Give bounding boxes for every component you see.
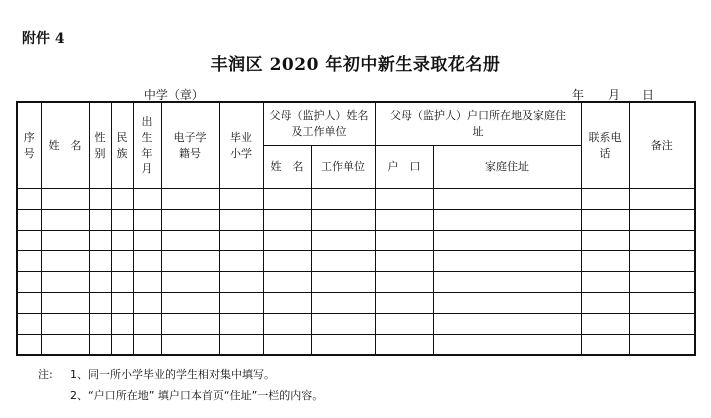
table-cell[interactable] xyxy=(41,313,89,334)
table-cell[interactable] xyxy=(133,209,161,230)
table-cell[interactable] xyxy=(133,292,161,313)
table-cell[interactable] xyxy=(311,334,375,355)
table-cell[interactable] xyxy=(111,251,133,272)
table-cell[interactable] xyxy=(111,230,133,251)
table-cell[interactable] xyxy=(581,334,629,355)
table-row xyxy=(17,292,695,313)
header-student-id: 电子学 籍号 xyxy=(161,102,219,189)
table-cell[interactable] xyxy=(111,189,133,210)
table-cell[interactable] xyxy=(111,209,133,230)
table-cell[interactable] xyxy=(161,251,219,272)
table-row xyxy=(17,230,695,251)
table-cell[interactable] xyxy=(375,272,433,293)
table-cell[interactable] xyxy=(17,313,41,334)
table-cell[interactable] xyxy=(581,209,629,230)
day-label: 日 xyxy=(642,88,655,102)
header-seq: 序 号 xyxy=(17,102,41,189)
table-cell[interactable] xyxy=(17,209,41,230)
table-cell[interactable] xyxy=(133,313,161,334)
table-cell[interactable] xyxy=(219,334,263,355)
table-cell[interactable] xyxy=(219,209,263,230)
attachment-label: 附件 4 xyxy=(22,31,65,47)
table-row xyxy=(17,334,695,355)
table-cell[interactable] xyxy=(311,292,375,313)
header-household-group: 父母（监护人）户口所在地及家庭住 址 xyxy=(375,102,581,146)
table-cell[interactable] xyxy=(41,209,89,230)
table-cell[interactable] xyxy=(89,251,111,272)
table-row xyxy=(17,189,695,210)
school-suffix: 中学（章） xyxy=(143,88,204,102)
table-cell[interactable] xyxy=(219,272,263,293)
table-cell[interactable] xyxy=(89,292,111,313)
table-row xyxy=(17,272,695,293)
header-primary-school: 毕业 小学 xyxy=(219,102,263,189)
table-cell[interactable] xyxy=(263,313,311,334)
table-cell[interactable] xyxy=(219,230,263,251)
table-cell[interactable] xyxy=(629,272,695,293)
header-phone: 联系电 话 xyxy=(581,102,629,189)
table-row xyxy=(17,251,695,272)
table-cell[interactable] xyxy=(375,209,433,230)
table-cell[interactable] xyxy=(629,230,695,251)
table-cell[interactable] xyxy=(89,189,111,210)
table-cell[interactable] xyxy=(263,334,311,355)
table-cell[interactable] xyxy=(89,313,111,334)
table-cell[interactable] xyxy=(133,230,161,251)
table-cell[interactable] xyxy=(581,272,629,293)
table-cell[interactable] xyxy=(629,292,695,313)
table-cell[interactable] xyxy=(133,251,161,272)
table-cell[interactable] xyxy=(89,334,111,355)
table-cell[interactable] xyxy=(17,334,41,355)
note-item-1: 1、同一所小学毕业的学生相对集中填写。 xyxy=(70,368,275,381)
table-cell[interactable] xyxy=(581,230,629,251)
table-cell[interactable] xyxy=(263,292,311,313)
table-cell[interactable] xyxy=(161,334,219,355)
header-ethnicity: 民 族 xyxy=(111,102,133,189)
note-item-2: 2、“户口所在地” 填户口本首页“住址”一栏的内容。 xyxy=(70,389,324,402)
header-gender: 性 别 xyxy=(89,102,111,189)
header-parent-work: 工作单位 xyxy=(311,146,375,189)
table-cell[interactable] xyxy=(263,230,311,251)
table-cell[interactable] xyxy=(433,251,581,272)
header-hukou: 户 口 xyxy=(375,146,433,189)
table-row xyxy=(17,313,695,334)
table-cell[interactable] xyxy=(375,334,433,355)
table-cell[interactable] xyxy=(161,189,219,210)
table-cell[interactable] xyxy=(629,251,695,272)
table-cell[interactable] xyxy=(219,189,263,210)
table-cell[interactable] xyxy=(433,272,581,293)
table-cell[interactable] xyxy=(17,251,41,272)
table-cell[interactable] xyxy=(41,189,89,210)
roster-body xyxy=(17,189,695,356)
table-cell[interactable] xyxy=(111,334,133,355)
table-cell[interactable] xyxy=(263,251,311,272)
table-cell[interactable] xyxy=(629,313,695,334)
table-cell[interactable] xyxy=(581,251,629,272)
table-cell[interactable] xyxy=(311,272,375,293)
table-cell[interactable] xyxy=(433,189,581,210)
table-cell[interactable] xyxy=(161,272,219,293)
table-cell[interactable] xyxy=(111,292,133,313)
table-cell[interactable] xyxy=(375,313,433,334)
table-cell[interactable] xyxy=(629,189,695,210)
table-cell[interactable] xyxy=(161,230,219,251)
table-cell[interactable] xyxy=(41,292,89,313)
table-cell[interactable] xyxy=(581,313,629,334)
table-cell[interactable] xyxy=(311,209,375,230)
table-cell[interactable] xyxy=(89,230,111,251)
table-cell[interactable] xyxy=(311,189,375,210)
enrollment-roster-table xyxy=(16,101,696,356)
table-cell[interactable] xyxy=(219,251,263,272)
table-cell[interactable] xyxy=(41,230,89,251)
table-cell[interactable] xyxy=(263,272,311,293)
table-cell[interactable] xyxy=(17,272,41,293)
table-cell[interactable] xyxy=(581,189,629,210)
table-cell[interactable] xyxy=(375,251,433,272)
table-cell[interactable] xyxy=(263,189,311,210)
table-cell[interactable] xyxy=(111,313,133,334)
header-name: 姓 名 xyxy=(41,102,89,189)
table-cell[interactable] xyxy=(433,313,581,334)
table-cell[interactable] xyxy=(375,230,433,251)
table-cell[interactable] xyxy=(433,292,581,313)
month-label: 月 xyxy=(608,88,621,102)
header-parent-group: 父母（监护人）姓名 及工作单位 xyxy=(263,102,375,146)
table-cell[interactable] xyxy=(133,334,161,355)
table-cell[interactable] xyxy=(41,272,89,293)
table-cell[interactable] xyxy=(133,272,161,293)
table-cell[interactable] xyxy=(17,230,41,251)
table-cell[interactable] xyxy=(629,209,695,230)
table-cell[interactable] xyxy=(263,209,311,230)
table-cell[interactable] xyxy=(133,189,161,210)
table-cell[interactable] xyxy=(111,272,133,293)
page-title: 丰润区 2020 年初中新生录取花名册 xyxy=(210,55,501,75)
table-cell[interactable] xyxy=(89,272,111,293)
header-birth-date: 出 生 年 月 xyxy=(133,102,161,189)
table-cell[interactable] xyxy=(433,334,581,355)
header-parent-name: 姓 名 xyxy=(263,146,311,189)
table-cell[interactable] xyxy=(41,334,89,355)
notes-label: 注: xyxy=(38,368,53,381)
table-cell[interactable] xyxy=(311,251,375,272)
table-cell[interactable] xyxy=(41,251,89,272)
table-cell[interactable] xyxy=(375,189,433,210)
table-cell[interactable] xyxy=(89,209,111,230)
table-cell[interactable] xyxy=(219,292,263,313)
table-cell[interactable] xyxy=(581,292,629,313)
header-remarks: 备注 xyxy=(629,102,695,189)
table-row xyxy=(17,209,695,230)
table-cell[interactable] xyxy=(433,209,581,230)
table-cell[interactable] xyxy=(433,230,581,251)
header-home-address: 家庭住址 xyxy=(433,146,581,189)
table-cell[interactable] xyxy=(311,230,375,251)
table-cell[interactable] xyxy=(17,189,41,210)
year-label: 年 xyxy=(572,88,585,102)
table-cell[interactable] xyxy=(17,292,41,313)
table-cell[interactable] xyxy=(629,334,695,355)
table-cell[interactable] xyxy=(161,313,219,334)
table-cell[interactable] xyxy=(219,313,263,334)
table-cell[interactable] xyxy=(161,209,219,230)
table-cell[interactable] xyxy=(311,313,375,334)
table-cell[interactable] xyxy=(375,292,433,313)
table-cell[interactable] xyxy=(161,292,219,313)
